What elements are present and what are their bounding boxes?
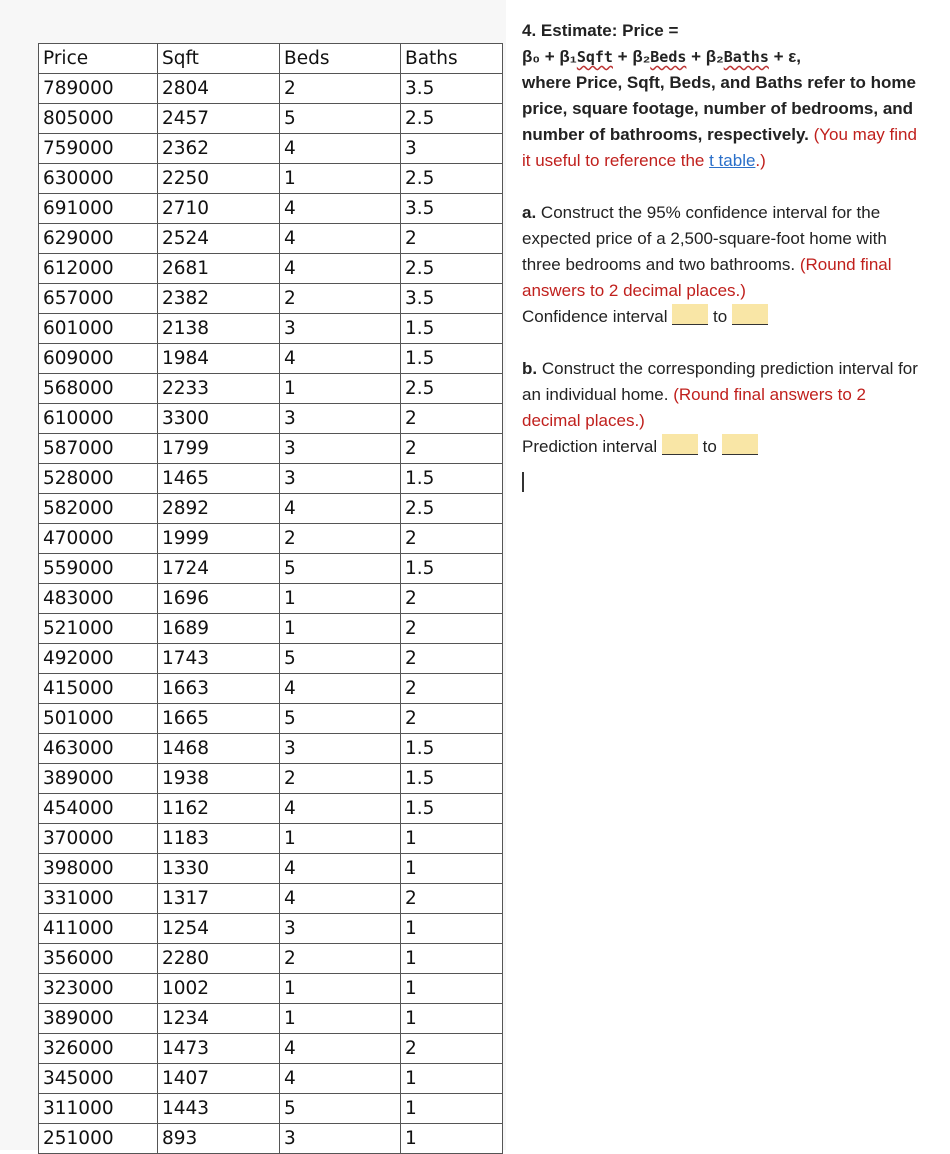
cell-price: 415000 xyxy=(39,674,158,704)
question-description: where Price, Sqft, Beds, and Baths refer to home price, square footage, number of bedrooms, and number of bathrooms, respectively. xyxy=(522,73,916,144)
cell-sqft: 1743 xyxy=(158,644,280,674)
cell-price: 463000 xyxy=(39,734,158,764)
confidence-interval-label: Confidence interval xyxy=(522,307,668,326)
cell-baths: 1 xyxy=(401,854,503,884)
cell-beds: 4 xyxy=(280,134,401,164)
table-row xyxy=(39,104,503,134)
cell-beds: 2 xyxy=(280,74,401,104)
table-row xyxy=(39,164,503,194)
table-row xyxy=(39,1034,503,1064)
confidence-interval-row xyxy=(522,304,927,330)
cell-baths: 1 xyxy=(401,1094,503,1124)
cell-sqft: 1724 xyxy=(158,554,280,584)
cell-baths: 2 xyxy=(401,404,503,434)
cell-sqft: 1330 xyxy=(158,854,280,884)
cell-price: 568000 xyxy=(39,374,158,404)
cell-baths: 1.5 xyxy=(401,794,503,824)
cell-sqft: 2681 xyxy=(158,254,280,284)
cell-price: 582000 xyxy=(39,494,158,524)
cell-beds: 3 xyxy=(280,1124,401,1154)
cell-baths: 3.5 xyxy=(401,194,503,224)
table-row xyxy=(39,524,503,554)
text-cursor xyxy=(522,472,524,492)
cell-beds: 4 xyxy=(280,1064,401,1094)
cell-price: 759000 xyxy=(39,134,158,164)
table-row xyxy=(39,434,503,464)
cell-price: 251000 xyxy=(39,1124,158,1154)
eq-term-b0: β₀ + β₁ xyxy=(522,47,577,66)
cell-baths: 2 xyxy=(401,224,503,254)
confidence-to-label: to xyxy=(713,307,728,326)
part-b-round-note: (Round final answers to 2 decimal places.) xyxy=(522,385,866,430)
cell-price: 657000 xyxy=(39,284,158,314)
question-heading: 4. Estimate: Price = xyxy=(522,21,679,40)
cell-price: 609000 xyxy=(39,344,158,374)
prediction-interval-label: Prediction interval xyxy=(522,437,658,456)
cell-price: 326000 xyxy=(39,1034,158,1064)
table-row xyxy=(39,494,503,524)
cell-sqft: 2804 xyxy=(158,74,280,104)
cell-sqft: 1443 xyxy=(158,1094,280,1124)
eq-term-b2b: + β₂ xyxy=(686,47,724,66)
cell-price: 629000 xyxy=(39,224,158,254)
cell-baths: 1.5 xyxy=(401,764,503,794)
cell-sqft: 1473 xyxy=(158,1034,280,1064)
cell-sqft: 1254 xyxy=(158,914,280,944)
cell-beds: 4 xyxy=(280,854,401,884)
table-row xyxy=(39,1004,503,1034)
cell-baths: 2 xyxy=(401,434,503,464)
cell-sqft: 2362 xyxy=(158,134,280,164)
part-b-label: b. xyxy=(522,359,538,378)
part-a-label: a. xyxy=(522,203,537,222)
eq-term-beds: Beds xyxy=(650,48,687,66)
table-row xyxy=(39,854,503,884)
cell-beds: 1 xyxy=(280,974,401,1004)
cell-sqft: 1999 xyxy=(158,524,280,554)
cell-baths: 2 xyxy=(401,1034,503,1064)
cell-sqft: 1663 xyxy=(158,674,280,704)
cell-baths: 1.5 xyxy=(401,464,503,494)
cell-baths: 1.5 xyxy=(401,554,503,584)
cell-sqft: 2280 xyxy=(158,944,280,974)
table-row xyxy=(39,914,503,944)
cell-price: 501000 xyxy=(39,704,158,734)
cell-sqft: 2710 xyxy=(158,194,280,224)
table-row xyxy=(39,194,503,224)
cell-sqft: 2524 xyxy=(158,224,280,254)
table-row xyxy=(39,1094,503,1124)
table-row xyxy=(39,224,503,254)
cell-baths: 1.5 xyxy=(401,344,503,374)
cell-beds: 4 xyxy=(280,674,401,704)
part-b-text: Construct the corresponding prediction interval for an individual home. xyxy=(522,359,918,404)
prediction-lower-input[interactable] xyxy=(662,434,698,455)
table-row xyxy=(39,644,503,674)
cell-sqft: 1468 xyxy=(158,734,280,764)
cell-sqft: 1465 xyxy=(158,464,280,494)
table-row xyxy=(39,674,503,704)
cell-sqft: 1234 xyxy=(158,1004,280,1034)
cell-beds: 5 xyxy=(280,554,401,584)
hint-pre: (You may find it useful to reference the xyxy=(522,125,917,170)
data-table xyxy=(38,43,503,1154)
table-row xyxy=(39,404,503,434)
cell-sqft: 2233 xyxy=(158,374,280,404)
cell-price: 587000 xyxy=(39,434,158,464)
cell-baths: 1 xyxy=(401,1064,503,1094)
table-row xyxy=(39,254,503,284)
cell-price: 483000 xyxy=(39,584,158,614)
cell-beds: 1 xyxy=(280,824,401,854)
cell-beds: 3 xyxy=(280,464,401,494)
cell-sqft: 2138 xyxy=(158,314,280,344)
table-row xyxy=(39,374,503,404)
cell-baths: 1 xyxy=(401,824,503,854)
part-a-text: Construct the 95% confidence interval for the expected price of a 2,500-square-foot home with three bedrooms and two bathrooms. xyxy=(522,203,887,274)
cell-price: 389000 xyxy=(39,764,158,794)
table-row xyxy=(39,1064,503,1094)
t-table-link[interactable]: t table xyxy=(709,151,756,170)
cell-baths: 1 xyxy=(401,1124,503,1154)
cell-beds: 5 xyxy=(280,1094,401,1124)
table-row xyxy=(39,554,503,584)
cell-baths: 2 xyxy=(401,524,503,554)
hint-post: .) xyxy=(755,151,766,170)
table-row xyxy=(39,464,503,494)
cell-beds: 4 xyxy=(280,494,401,524)
cell-price: 612000 xyxy=(39,254,158,284)
cell-price: 610000 xyxy=(39,404,158,434)
cell-sqft: 1162 xyxy=(158,794,280,824)
cell-baths: 2 xyxy=(401,644,503,674)
cell-price: 345000 xyxy=(39,1064,158,1094)
cell-price: 389000 xyxy=(39,1004,158,1034)
eq-term-b2a: + β₂ xyxy=(612,47,651,66)
table-row xyxy=(39,764,503,794)
table-row xyxy=(39,74,503,104)
table-row xyxy=(39,974,503,1004)
cell-sqft: 893 xyxy=(158,1124,280,1154)
cell-baths: 1 xyxy=(401,974,503,1004)
cell-baths: 2 xyxy=(401,884,503,914)
table-row xyxy=(39,1124,503,1154)
cell-baths: 3.5 xyxy=(401,284,503,314)
cell-baths: 1.5 xyxy=(401,734,503,764)
table-row xyxy=(39,614,503,644)
cell-price: 454000 xyxy=(39,794,158,824)
cell-sqft: 1938 xyxy=(158,764,280,794)
table-row xyxy=(39,884,503,914)
cell-beds: 2 xyxy=(280,944,401,974)
cell-price: 411000 xyxy=(39,914,158,944)
cell-sqft: 1002 xyxy=(158,974,280,1004)
cell-beds: 4 xyxy=(280,344,401,374)
table-row xyxy=(39,734,503,764)
cell-beds: 2 xyxy=(280,524,401,554)
header-sqft: Sqft xyxy=(158,44,280,74)
cell-sqft: 1984 xyxy=(158,344,280,374)
cell-price: 323000 xyxy=(39,974,158,1004)
cell-price: 356000 xyxy=(39,944,158,974)
cell-baths: 2 xyxy=(401,614,503,644)
cell-beds: 4 xyxy=(280,194,401,224)
cell-sqft: 1317 xyxy=(158,884,280,914)
cell-beds: 4 xyxy=(280,884,401,914)
cell-beds: 4 xyxy=(280,254,401,284)
cell-sqft: 1183 xyxy=(158,824,280,854)
cell-price: 528000 xyxy=(39,464,158,494)
table-row xyxy=(39,824,503,854)
cell-baths: 2 xyxy=(401,584,503,614)
cell-sqft: 2457 xyxy=(158,104,280,134)
cell-beds: 5 xyxy=(280,704,401,734)
header-beds: Beds xyxy=(280,44,401,74)
confidence-upper-input[interactable] xyxy=(732,304,768,325)
cell-beds: 1 xyxy=(280,374,401,404)
cell-beds: 4 xyxy=(280,224,401,254)
cell-baths: 3 xyxy=(401,134,503,164)
cell-price: 789000 xyxy=(39,74,158,104)
cell-baths: 2 xyxy=(401,704,503,734)
cell-sqft: 2382 xyxy=(158,284,280,314)
confidence-lower-input[interactable] xyxy=(672,304,708,325)
prediction-to-label: to xyxy=(702,437,717,456)
cell-baths: 2.5 xyxy=(401,164,503,194)
cell-price: 559000 xyxy=(39,554,158,584)
cell-price: 470000 xyxy=(39,524,158,554)
cell-beds: 1 xyxy=(280,164,401,194)
part-b xyxy=(522,356,927,460)
cell-sqft: 1665 xyxy=(158,704,280,734)
table-header-row xyxy=(39,44,503,74)
cell-sqft: 1407 xyxy=(158,1064,280,1094)
cell-beds: 1 xyxy=(280,1004,401,1034)
table-row xyxy=(39,314,503,344)
cell-sqft: 2892 xyxy=(158,494,280,524)
eq-term-sqft: Sqft xyxy=(576,48,613,66)
cell-sqft: 1689 xyxy=(158,614,280,644)
regression-equation xyxy=(522,44,927,70)
cell-baths: 1 xyxy=(401,1004,503,1034)
cell-sqft: 2250 xyxy=(158,164,280,194)
part-a-round-note: (Round final answers to 2 decimal places.) xyxy=(522,255,892,300)
cell-beds: 3 xyxy=(280,914,401,944)
header-price: Price xyxy=(39,44,158,74)
cell-baths: 1 xyxy=(401,944,503,974)
cell-beds: 5 xyxy=(280,104,401,134)
table-row xyxy=(39,284,503,314)
table-row xyxy=(39,344,503,374)
table-row xyxy=(39,584,503,614)
table-row xyxy=(39,704,503,734)
eq-term-end: + ε, xyxy=(768,47,802,66)
cell-sqft: 1799 xyxy=(158,434,280,464)
eq-term-baths: Baths xyxy=(723,48,769,66)
question-panel xyxy=(522,18,927,500)
cell-beds: 5 xyxy=(280,644,401,674)
prediction-upper-input[interactable] xyxy=(722,434,758,455)
cell-beds: 2 xyxy=(280,284,401,314)
cell-price: 492000 xyxy=(39,644,158,674)
table-row xyxy=(39,794,503,824)
prediction-interval-row xyxy=(522,434,927,460)
cell-price: 331000 xyxy=(39,884,158,914)
part-a xyxy=(522,200,927,330)
cell-beds: 1 xyxy=(280,584,401,614)
cell-price: 805000 xyxy=(39,104,158,134)
cell-sqft: 3300 xyxy=(158,404,280,434)
cell-beds: 3 xyxy=(280,404,401,434)
cell-price: 370000 xyxy=(39,824,158,854)
cell-beds: 2 xyxy=(280,764,401,794)
cell-baths: 2.5 xyxy=(401,494,503,524)
cell-price: 691000 xyxy=(39,194,158,224)
cell-beds: 1 xyxy=(280,614,401,644)
cell-price: 521000 xyxy=(39,614,158,644)
table-row xyxy=(39,134,503,164)
cell-price: 398000 xyxy=(39,854,158,884)
cell-baths: 2.5 xyxy=(401,254,503,284)
cell-beds: 3 xyxy=(280,314,401,344)
header-baths: Baths xyxy=(401,44,503,74)
cell-price: 311000 xyxy=(39,1094,158,1124)
cell-baths: 2.5 xyxy=(401,104,503,134)
cell-baths: 2.5 xyxy=(401,374,503,404)
cell-baths: 1 xyxy=(401,914,503,944)
cell-beds: 3 xyxy=(280,434,401,464)
cell-baths: 1.5 xyxy=(401,314,503,344)
table-row xyxy=(39,944,503,974)
cell-beds: 4 xyxy=(280,1034,401,1064)
cell-baths: 2 xyxy=(401,674,503,704)
cell-beds: 3 xyxy=(280,734,401,764)
cell-price: 630000 xyxy=(39,164,158,194)
cell-price: 601000 xyxy=(39,314,158,344)
cell-sqft: 1696 xyxy=(158,584,280,614)
cell-beds: 4 xyxy=(280,794,401,824)
cell-baths: 3.5 xyxy=(401,74,503,104)
